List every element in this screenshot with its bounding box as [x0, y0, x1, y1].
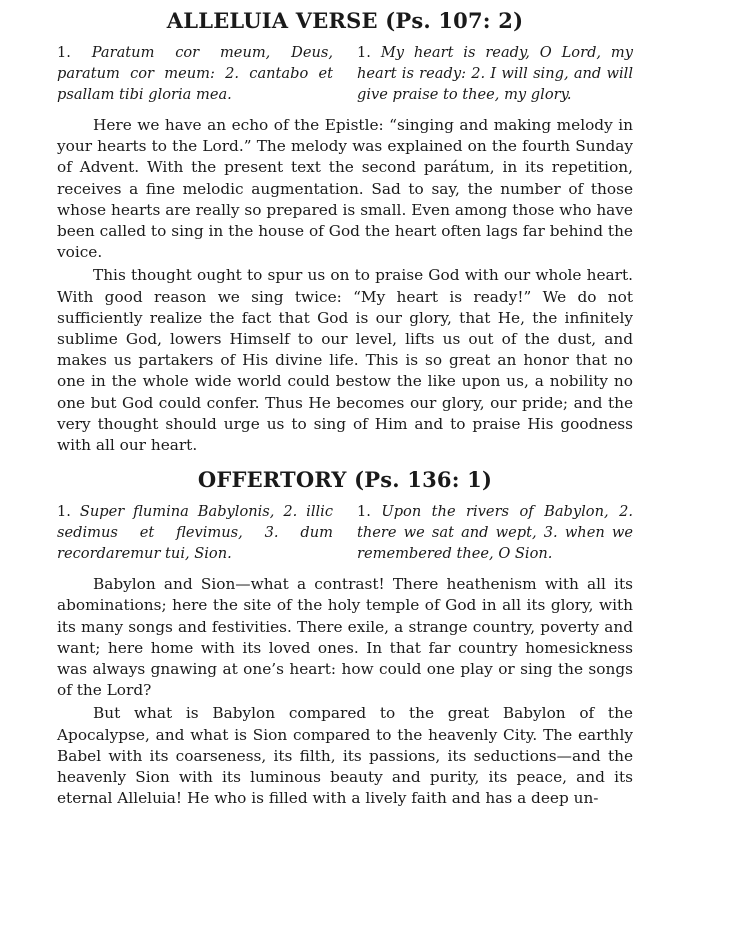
alleluia-latin-text: Paratum cor meum, Deus, paratum cor meum: 2. cantabo et psallam tibi gloria mea. [57, 44, 334, 103]
alleluia-heading [57, 6, 633, 36]
alleluia-commentary-paragraph-2: This thought ought to spur us on to praise God with our whole heart. With good reason we sing twice: “My heart is ready!” We do not sufficiently realize the fact that God is our glory, that He, the infinitely sublime God, lowers Himself to our level, lifts us out of the dust, and makes us partakers of His divine life. This is so great an honor that no one in the whole wide world could bestow the like upon us, a nobility no one but God could confer. Thus He becomes our glory, our pride; and the very thought should urge us to sing of Him and to praise His goodness with all our heart. [57, 266, 633, 455]
offertory-reference: (Ps. 136: 1) [354, 467, 493, 493]
offertory-english-verse-number: 1. [357, 503, 371, 521]
alleluia-english-column [357, 42, 633, 105]
offertory-latin-column [57, 501, 333, 564]
offertory-heading [57, 465, 633, 495]
alleluia-latin-verse-number: 1. [57, 44, 71, 61]
offertory-latin-verse-number: 1. [57, 503, 71, 521]
alleluia-title: ALLELUIA VERSE [166, 8, 378, 33]
page [57, 6, 633, 809]
offertory-english-column [357, 501, 633, 564]
alleluia-english-verse-number: 1. [357, 44, 371, 61]
alleluia-english-text: My heart is ready, O Lord, my heart is ready: 2. I will sing, and will give praise to thee, my glory. [357, 44, 634, 103]
alleluia-parallel-text [57, 42, 633, 105]
alleluia-reference: (Ps. 107: 2) [385, 8, 524, 33]
offertory-title: OFFERTORY [197, 467, 347, 493]
offertory-parallel-text [57, 501, 633, 564]
offertory-commentary-paragraph-2: But what is Babylon compared to the great Babylon of the Apocalypse, and what is Sion compared to the heavenly City. The earthly Babel with its coarseness, its filth, its passions, its seductions—and the heavenly Sion with its luminous beauty and purity, its peace, and its eternal Alleluia! He who is filled with a lively faith and has a deep un- [57, 704, 633, 808]
alleluia-latin-column [57, 42, 333, 105]
offertory-commentary-paragraph-1: Babylon and Sion—what a contrast! There heathenism with all its abominations; here the site of the holy temple of God in all its glory, with its many songs and festivities. There exile, a strange country, poverty and want; here home with its loved ones. In that far country homesickness was always gnawing at one’s heart: how could one play or sing the songs of the Lord? [57, 575, 633, 700]
offertory-english-text: Upon the rivers of Babylon, 2. there we sat and wept, 3. when we remembered thee, O Sion. [357, 503, 634, 563]
alleluia-commentary-paragraph-1: Here we have an echo of the Epistle: “singing and making melody in your hearts to the Lord.” The melody was explained on the fourth Sunday of Advent. With the present text the second parátum, in its repetition, receives a fine melodic augmentation. Sad to say, the number of those whose hearts are really so prepared is small. Even among those who have been called to sing in the house of God the heart often lags far behind the voice. [57, 116, 633, 262]
offertory-latin-text: Super flumina Babylonis, 2. illic sedimus et flevimus, 3. dum recordaremur tui, Sion. [57, 503, 334, 563]
